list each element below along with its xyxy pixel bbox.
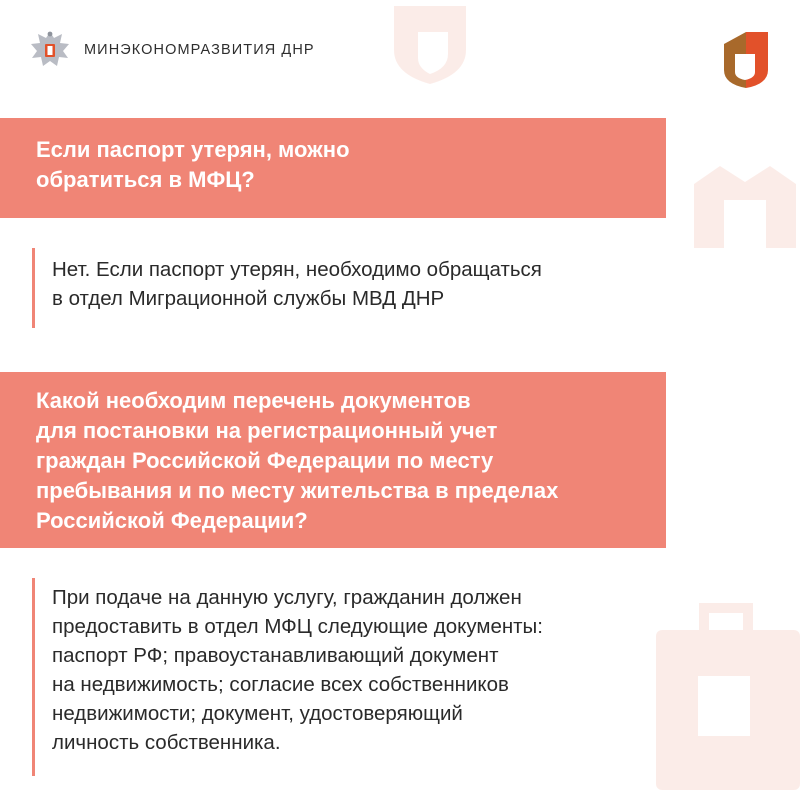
decorative-crown-shape [690,160,800,250]
ministry-name: МИНЭКОНОМРАЗВИТИЯ ДНР [84,42,315,58]
answer-2-line: на недвижимость; согласие всех собственников [52,673,509,696]
mfc-logo-icon [722,30,770,90]
question-2-line: граждан Российской Федерации по месту [36,448,494,473]
answer-1-line: Нет. Если паспорт утерян, необходимо обращаться [52,258,542,281]
answer-2-line: личность собственника. [52,731,281,754]
question-2-line: для постановки на регистрационный учет [36,418,498,443]
answer-1-line: в отдел Миграционной службы МВД ДНР [52,287,445,310]
question-1-line: обратиться в МФЦ? [36,167,255,192]
answer-block-2 [32,578,672,776]
answer-2-line: предоставить в отдел МФЦ следующие документы: [52,615,543,638]
question-banner-1 [0,118,666,218]
decorative-case-shape [652,590,800,790]
dnr-emblem-icon [28,28,72,72]
question-2-line: Какой необходим перечень документов [36,388,471,413]
header [28,28,315,72]
question-2-line: Российской Федерации? [36,508,308,533]
decorative-shield-shape [388,2,472,86]
question-1-line: Если паспорт утерян, можно [36,137,350,162]
question-banner-2 [0,372,666,548]
answer-2-line: При подаче на данную услугу, гражданин должен [52,586,522,609]
answer-block-1 [32,248,672,328]
answer-2-line: недвижимости; документ, удостоверяющий [52,702,463,725]
answer-2-line: паспорт РФ; правоустанавливающий документ [52,644,499,667]
question-2-line: пребывания и по месту жительства в пределах [36,478,559,503]
